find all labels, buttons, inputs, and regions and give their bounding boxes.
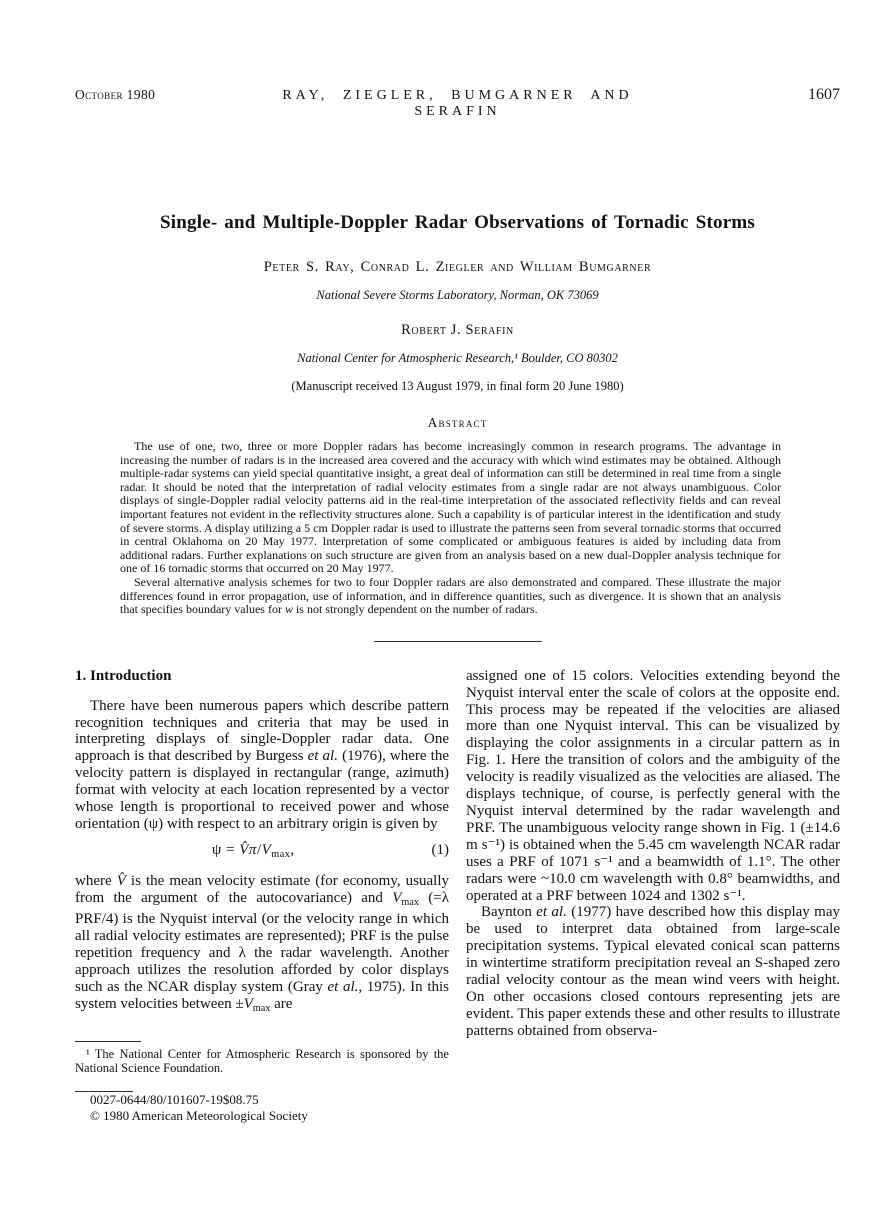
running-header: [75, 86, 840, 120]
colophon-copyright: © 1980 American Meteorological Society: [90, 1108, 308, 1124]
right-paragraph-1: assigned one of 15 colors. Velocities extending beyond the Nyquist interval enter the scale of colors at the opposite end. This process may be repeated if the velocities are aliased more than one Nyquist interval. This can be visualized by displaying the color assignments in a circular pattern as in Fig. 1. Here the transition of colors and the ambiguity of the velocity is readily visualized as the velocities are aliased. The displays technique, of course, is perfectly general with the Nyquist interval determined by the radar wavelength and PRF. The unambiguous velocity range shown in Fig. 1 (±14.6 m s⁻¹) is obtained when the 5.45 cm wavelength NCAR radar uses a PRF of 1071 s⁻¹ and a beamwidth of 1.1°. The other radars were ~10.0 cm wavelength with 0.8° beamwidths, and operated at a PRF between 1024 and 1302 s⁻¹.: [466, 667, 840, 904]
author-serafin: Robert J. Serafin: [401, 322, 514, 338]
abstract-paragraph-1: The use of one, two, three or more Doppler radars has become increasingly common in research programs. The advantage in increasing the number of radars is in the increased area covered and the accuracy with which wind estimates may be obtained. Although multiple-radar systems can yield special quantitative insight, a great deal of information can still be determined in real time from a single radar. It should be noted that the interpretation of radial velocity estimates from a single radar are not always unambiguous. Color displays of single-Doppler radial velocity patterns aid in the real-time interpretation of the associated reflectivity fields and can reveal important features not evident in the reflectivity structures alone. Such a capability is of particular interest in the identification and study of severe storms. A display utilizing a 5 cm Doppler radar is used to illustrate the patterns seen from several tornadic storms that occurred in central Oklahoma on 20 May 1977. Interpretation of some complicated or ambiguous features is aided by including data from additional radars. Further explanations on such structure are given from an analysis based on a new dual-Doppler analysis technique for one of 16 tornadic storms that occurred on 20 May 1977.: [120, 439, 781, 576]
footnote-ncar-sponsor: ¹ The National Center for Atmospheric Research is sponsored by the National Science Foundation.: [75, 1046, 449, 1076]
body-columns: [75, 668, 840, 1125]
left-column: [75, 668, 449, 1125]
intro-paragraph-2: where V̂ is the mean velocity estimate (for economy, usually from the argument of the autocovariance) and Vmax (=λ PRF/4) is the Nyquist interval (or the velocity range in which all radial velocity estimates are represented); PRF is the pulse repetition frequency and λ the radar wavelength. Another approach utilizes the resolution afforded by color displays such as the NCAR display system (Gray et al., 1975). In this system velocities between ±Vmax are: [75, 872, 450, 1014]
right-paragraph-2: Baynton et al. (1977) have described how this display may be used to interpret data obtained from large-scale precipitation systems. Typical elevated conical scan patterns in wintertime stratiform precipitation reveal an S-shaped zero radial velocity contour as the mean wind veers with height. On other occasions closed contours representing jets are evident. This paper extends these and other results to illustrate patterns obtained from observa-: [466, 904, 840, 1039]
section-heading-introduction: 1. Introduction: [75, 667, 172, 684]
equation-1: [75, 842, 449, 864]
right-column: [466, 668, 840, 1125]
affiliation-ncar: National Center for Atmospheric Research,¹ Boulder, CO 80302: [297, 351, 618, 365]
colophon-issn: 0027-0644/80/101607-19$08.75: [90, 1091, 259, 1107]
equation-body: ψ = V̂π/Vmax,: [211, 841, 295, 860]
affiliation-nssl: National Severe Storms Laboratory, Norman, OK 73069: [316, 288, 599, 302]
manuscript-received-note: (Manuscript received 13 August 1979, in final form 20 June 1980): [291, 379, 624, 393]
intro-paragraph-1: There have been numerous papers which describe pattern recognition techniques and criteria that may be used in interpreting displays of single-Doppler radar data. One approach is that described by Burgess et al. (1976), where the velocity pattern is displayed in rectangular (range, azimuth) format with velocity at each location represented by a vector whose length is proportional to received power and whose orientation (ψ) with respect to an arbitrary origin is given by: [75, 697, 449, 832]
running-head-authors: RAY, ZIEGLER, BUMGARNER AND SERAFIN: [282, 88, 633, 119]
abstract-heading: Abstract: [427, 415, 488, 430]
abstract-paragraph-2: Several alternative analysis schemes for two to four Doppler radars are also demonstrated and compared. These illustrate the major differences found in error propagation, use of information, and in difference quantities, such as divergence. It is shown that an analysis that specifies boundary values for w is not strongly dependent on the number of radars.: [120, 574, 781, 617]
journal-issue-date: October 1980: [75, 87, 156, 102]
footnote-divider: [75, 1041, 141, 1042]
abstract-block: [120, 440, 781, 617]
article-title: Single- and Multiple-Doppler Radar Observations of Tornadic Storms: [160, 212, 755, 233]
authors-line: Peter S. Ray, Conrad L. Ziegler and William Bumgarner: [263, 259, 652, 275]
page-number: 1607: [808, 86, 840, 103]
abstract-divider: [374, 641, 542, 642]
equation-number: (1): [431, 841, 449, 858]
